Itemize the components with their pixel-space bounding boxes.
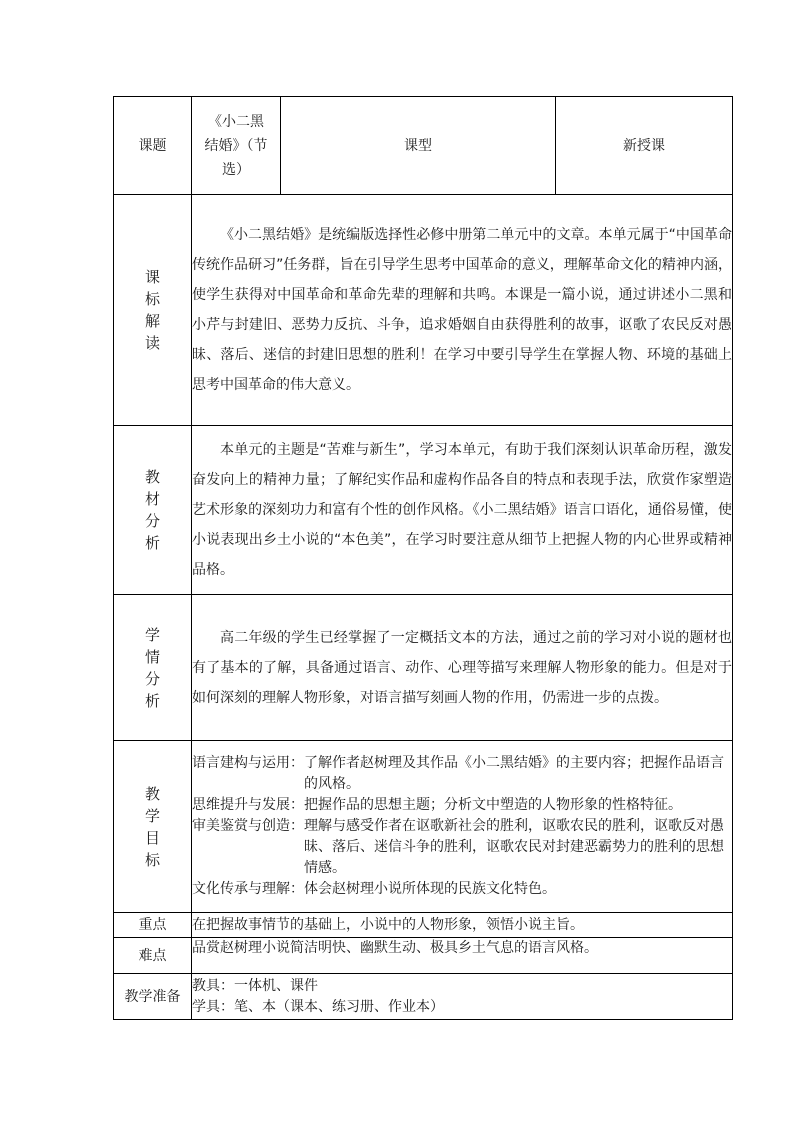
- label-char: 分: [144, 512, 160, 530]
- label-char: 学: [144, 806, 160, 825]
- goal-item: [192, 753, 732, 795]
- topic-value: 《小二黑结婚》（节选）: [192, 97, 281, 195]
- label-char: 目: [144, 828, 160, 847]
- label-char: 析: [144, 691, 160, 710]
- label-char: 教: [144, 468, 160, 486]
- textbook-row: [114, 426, 733, 595]
- goal-item: [192, 879, 732, 900]
- goal-label: 文化传承与理解：: [192, 881, 304, 897]
- students-text: 高二年级的学生已经掌握了一定概括文本的方法，通过之前的学习对小说的题材也有了基本的了解，具备通过语言、动作、心理等描写来理解人物形象的能力。但是对于如何深刻的理解人物形象，对语言描写刻画人物的作用，仍需进一步的点拨。: [192, 629, 732, 706]
- curriculum-content: [192, 195, 733, 426]
- label-char: 解: [144, 312, 160, 330]
- goal-text: 体会赵树理小说所体现的民族文化特色。: [304, 881, 556, 897]
- goal-text: 了解作者赵树理及其作品《小二黑结婚》的主要内容；把握作品语言的风格。: [304, 755, 724, 792]
- goals-row: [114, 741, 733, 913]
- label-char: 教: [144, 784, 160, 803]
- students-label: [114, 595, 192, 741]
- preparation-label: 教学准备: [114, 974, 192, 1020]
- preparation-row: [114, 974, 733, 1020]
- lesson-plan-table: [113, 96, 733, 1020]
- topic-label: 课题: [114, 97, 192, 195]
- header-row: [114, 97, 733, 195]
- label-char: 分: [144, 669, 160, 688]
- goals-content: [192, 741, 733, 913]
- difficulty-row: [114, 938, 733, 974]
- label-char: 情: [144, 647, 160, 666]
- textbook-text: 本单元的主题是“苦难与新生”，学习本单元，有助于我们深刻认识革命历程，激发奋发向上的精神力量；了解纪实作品和虚构作品各自的特点和表现手法，欣赏作家塑造艺术形象的深刻功力和富有个性的创作风格。《小二黑结婚》语言口语化，通俗易懂，使小说表现出乡土小说的“本色美”，在学习时要注意从细节上把握人物的内心世界或精神品格。: [192, 442, 732, 578]
- goal-text: 理解与感受作者在讴歌新社会的胜利，讴歌农民的胜利，讴歌反对愚昧、落后、迷信斗争的胜利，讴歌农民对封建恶霸势力的胜利的思想情感。: [304, 818, 724, 876]
- label-char: 读: [144, 334, 160, 352]
- key-point-text: 在把握故事情节的基础上，小说中的人物形象，领悟小说主旨。: [192, 913, 733, 938]
- difficulty-text: 品赏赵树理小说简洁明快、幽默生动、极具乡土气息的语言风格。: [192, 938, 733, 974]
- key-point-row: [114, 913, 733, 938]
- students-content: [192, 595, 733, 741]
- preparation-content: [192, 974, 733, 1020]
- goal-item: [192, 795, 732, 816]
- textbook-label: [114, 426, 192, 595]
- label-char: 标: [144, 290, 160, 308]
- goal-label: 思维提升与发展：: [192, 797, 304, 813]
- difficulty-label: 难点: [114, 938, 192, 974]
- textbook-content: [192, 426, 733, 595]
- students-row: [114, 595, 733, 741]
- goals-label: [114, 741, 192, 913]
- type-label: 课型: [281, 97, 556, 195]
- goal-label: 审美鉴赏与创造：: [192, 818, 304, 834]
- teacher-tools: 教具：一体机、课件: [192, 977, 318, 994]
- goal-label: 语言建构与运用：: [192, 755, 304, 771]
- curriculum-row: [114, 195, 733, 426]
- label-char: 析: [144, 534, 160, 552]
- student-tools: 学具：笔、本（课本、练习册、作业本）: [192, 998, 444, 1015]
- curriculum-label: [114, 195, 192, 426]
- label-char: 学: [144, 625, 160, 644]
- curriculum-text: 《小二黑结婚》是统编版选择性必修中册第二单元中的文章。本单元属于“中国革命传统作品研习”任务群，旨在引导学生思考中国革命的意义，理解革命文化的精神内涵，使学生获得对中国革命和革命先辈的理解和共鸣。本课是一篇小说，通过讲述小二黑和小芹与封建旧、恶势力反抗、斗争，追求婚姻自由获得胜利的故事，讴歌了农民反对愚昧、落后、迷信的封建旧思想的胜利！在学习中要引导学生在掌握人物、环境的基础上思考中国革命的伟大意义。: [192, 227, 732, 393]
- type-value: 新授课: [556, 97, 733, 195]
- goal-item: [192, 816, 732, 879]
- label-char: 材: [144, 490, 160, 508]
- label-char: 标: [144, 850, 160, 869]
- goal-text: 把握作品的思想主题；分析文中塑造的人物形象的性格特征。: [304, 797, 682, 813]
- label-char: 课: [144, 268, 160, 286]
- key-point-label: 重点: [114, 913, 192, 938]
